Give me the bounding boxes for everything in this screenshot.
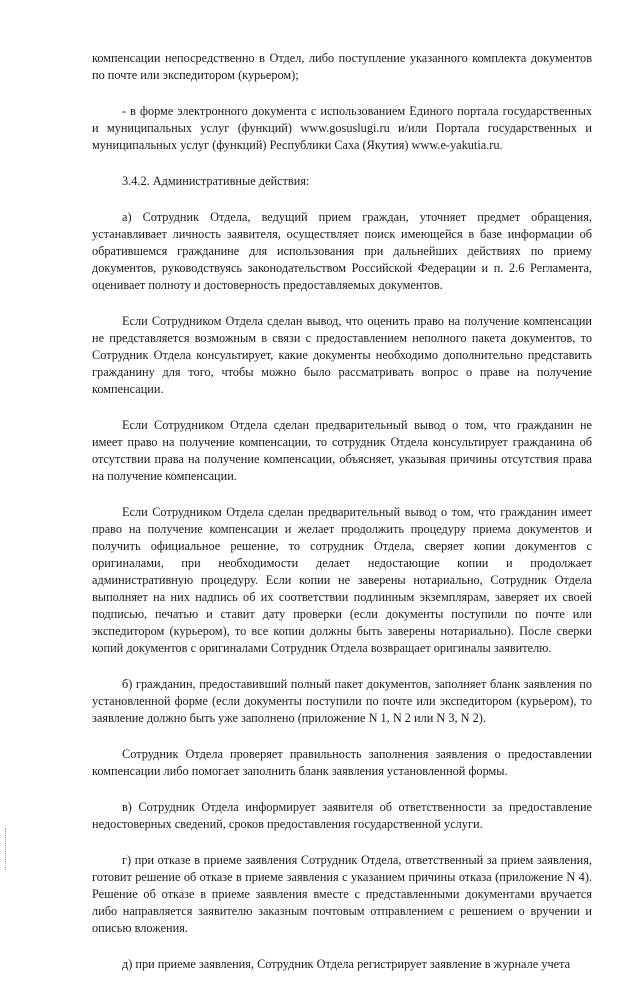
- paragraph-delivery-methods-end: компенсации непосредственно в Отдел, либо поступление указанного комплекта документов по почте или экспедитором (курьером);: [92, 51, 592, 82]
- paragraph-item-b: б) гражданин, предоставивший полный пакет документов, заполняет бланк заявления по установленной форме (если документы поступили по почте или экспедитором (курьером), то заявление должно быть уже заполнено (приложение N 1, N 2 или N 3, N 2).: [92, 677, 592, 725]
- section-heading-3-4-2: 3.4.2. Административные действия:: [122, 174, 310, 188]
- paragraph-incomplete-package: Если Сотрудником Отдела сделан вывод, что оценить право на получение компенсации не представляется возможным в связи с предоставлением неполного пакета документов, то Сотрудник Отдела консультирует, какие документы необходимо дополнительно представить гражданину для того, чтобы можно было рассматривать вопрос о праве на получение компенсации.: [92, 314, 592, 396]
- scan-margin-mark: [5, 828, 8, 870]
- paragraph-check-application: Сотрудник Отдела проверяет правильность заполнения заявления о предоставлении компенсации либо помогает заполнить бланк заявления установленной формы.: [92, 747, 592, 778]
- paragraph-no-right: Если Сотрудником Отдела сделан предварительный вывод о том, что гражданин не имеет право на получение компенсации, то сотрудник Отдела консультирует гражданина об отсутствии права на получение компенсации, объясняет, указывая причины отсутствия права на получение компенсации.: [92, 418, 592, 483]
- paragraph-has-right: Если Сотрудником Отдела сделан предварительный вывод о том, что гражданин имеет право на получение компенсации и желает продолжить процедуру приема документов и получить официальное решение, то сотрудник Отдела, сверяет копии документов с оригиналами, при необходимости делает недостающие копии и продолжает административную процедуру. Если копии не заверены нотариально, Сотрудник Отдела выполняет на них надпись об их соответствии подлинным экземплярам, заверяет их своей подписью, печатью и ставит дату проверки (если документы поступили по почте или экспедитором (курьером), то все копии должны быть заверены нотариально). После сверки копий документов с оригиналами Сотрудник Отдела возвращает оригиналы заявителю.: [92, 505, 592, 655]
- paragraph-item-d: д) при приеме заявления, Сотрудник Отдела регистрирует заявление в журнале учета: [122, 957, 571, 971]
- paragraph-item-v: в) Сотрудник Отдела информирует заявителя об ответственности за предоставление недостоверных сведений, сроков предоставления государственной услуги.: [92, 800, 592, 831]
- paragraph-electronic-document: - в форме электронного документа с использованием Единого портала государственных и муниципальных услуг (функций) www.gosuslugi.ru и/или Портала государственных и муниципальных услуг (функций) Республики Саха (Якутия) www.e-yakutia.ru.: [92, 104, 592, 152]
- paragraph-item-g: г) при отказе в приеме заявления Сотрудник Отдела, ответственный за прием заявления, готовит решение об отказе в приеме заявления с указанием причины отказа (приложение N 4). Решение об отказе в приеме заявления вместе с представленными документами вручается либо направляется заявителю заказным почтовым отправлением с решением о вручении и описью вложения.: [92, 853, 592, 935]
- document-page: [92, 50, 592, 992]
- paragraph-item-a: а) Сотрудник Отдела, ведущий прием граждан, уточняет предмет обращения, устанавливает личность заявителя, осуществляет поиск имеющейся в базе информации об обратившемся гражданине для использования при дальнейших действиях по приему документов, руководствуясь законодательством Российской Федерации и п. 2.6 Регламента, оценивает полноту и достоверность предоставляемых документов.: [92, 210, 592, 292]
